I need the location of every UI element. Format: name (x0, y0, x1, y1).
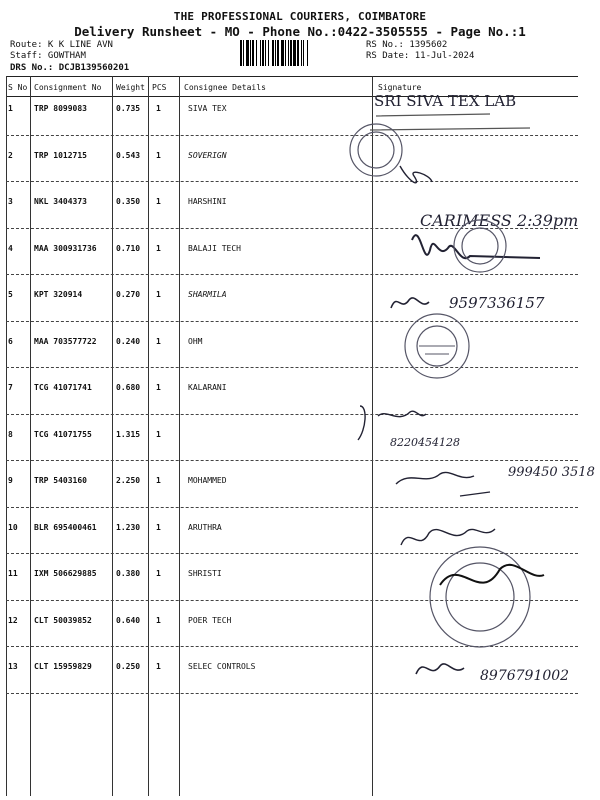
row-separator (6, 460, 578, 461)
rs-date: RS Date: 11-Jul-2024 (366, 51, 475, 61)
row-sno: 9 (8, 476, 13, 485)
row-pcs: 1 (156, 522, 161, 532)
col-divider (179, 76, 180, 796)
row-consignee: SIVA TEX (188, 104, 227, 113)
row-pcs: 1 (156, 336, 161, 346)
row-separator (6, 367, 578, 368)
barcode (240, 40, 360, 66)
row-weight: 0.240 (116, 336, 141, 346)
svg-text:999450 3518: 999450 3518 (508, 465, 595, 480)
col-header-consignee: Consignee Details (184, 83, 266, 92)
rs-number: RS No.: 1395602 (366, 40, 448, 50)
row-consignee: ARUTHRA (188, 522, 222, 532)
row-consignment-no: CLT 50039852 (34, 615, 92, 625)
row-consignment-no: MAA 703577722 (34, 336, 97, 346)
row-sno: 5 (8, 290, 13, 299)
svg-text:8220454128: 8220454128 (390, 436, 460, 449)
stamp-row-6 (395, 310, 485, 380)
signature-row-13 (410, 650, 590, 690)
row-sno: 3 (8, 197, 13, 206)
svg-text:CARIMESS 2:39pm: CARIMESS 2:39pm (420, 211, 579, 230)
drs-number: DRS No.: DCJB139560201 (10, 63, 130, 73)
row-consignment-no: BLR 695400461 (34, 522, 97, 532)
col-divider (30, 76, 31, 796)
row-sno: 8 (8, 429, 13, 439)
row-weight: 0.710 (116, 243, 141, 253)
row-sno: 13 (8, 662, 18, 671)
row-weight: 2.250 (116, 476, 141, 485)
row-pcs: 1 (156, 197, 161, 206)
col-header-consignment: Consignment No (34, 83, 102, 92)
col-divider (112, 76, 113, 796)
row-consignment-no: MAA 300931736 (34, 243, 97, 253)
row-weight: 0.250 (116, 662, 141, 671)
signature-stamp-row-1 (340, 88, 580, 198)
svg-text:9597336157: 9597336157 (449, 294, 545, 312)
row-separator (6, 693, 578, 694)
signature-row-8 (350, 400, 510, 460)
runsheet-subtitle: Delivery Runsheet - MO - Phone No.:0422-3505555 - Page No.:1 (74, 24, 526, 39)
row-pcs: 1 (156, 615, 161, 625)
row-pcs: 1 (156, 569, 161, 578)
row-consignment-no: KPT 320914 (34, 290, 83, 299)
row-sno: 10 (8, 522, 18, 532)
row-consignee: SHRISTI (188, 569, 222, 578)
table-top-border (6, 76, 578, 77)
row-sno: 7 (8, 383, 13, 392)
row-consignee: SELEC CONTROLS (188, 662, 256, 671)
row-weight: 0.543 (116, 150, 141, 160)
route-label: Route: K K LINE AVN (10, 40, 113, 50)
row-consignment-no: TRP 8099083 (34, 104, 87, 113)
signature-row-9 (390, 462, 595, 507)
row-weight: 1.315 (116, 429, 141, 439)
col-header-sno: S No (8, 83, 28, 92)
row-pcs: 1 (156, 662, 161, 671)
row-consignment-no: TRP 5403160 (34, 476, 87, 485)
col-header-pcs: PCS (152, 83, 167, 92)
row-consignee: MOHAMMED (188, 476, 227, 485)
row-sno: 1 (8, 104, 13, 113)
row-weight: 0.270 (116, 290, 141, 299)
row-consignment-no: TCG 41071741 (34, 383, 92, 392)
row-weight: 0.380 (116, 569, 141, 578)
row-pcs: 1 (156, 104, 161, 113)
row-weight: 0.350 (116, 197, 141, 206)
row-pcs: 1 (156, 150, 161, 160)
row-sno: 2 (8, 150, 13, 160)
col-header-signature: Signature (378, 83, 422, 92)
row-pcs: 1 (156, 476, 161, 485)
row-consignment-no: TCG 41071755 (34, 429, 92, 439)
row-consignee: SOVERIGN (188, 150, 227, 160)
row-consignment-no: TRP 1012715 (34, 150, 87, 160)
table-left-border (6, 76, 7, 796)
staff-label: Staff: GOWTHAM (10, 51, 86, 61)
col-header-weight: Weight (116, 83, 145, 92)
row-consignment-no: IXM 506629885 (34, 569, 97, 578)
row-consignee: POER TECH (188, 615, 232, 625)
row-consignment-no: CLT 15959829 (34, 662, 92, 671)
row-weight: 0.640 (116, 615, 141, 625)
row-consignee: BALAJI TECH (188, 243, 241, 253)
row-pcs: 1 (156, 383, 161, 392)
row-sno: 12 (8, 615, 18, 625)
row-consignee: KALARANI (188, 383, 227, 392)
row-weight: 1.230 (116, 522, 141, 532)
col-divider (148, 76, 149, 796)
stamp-text: SRI SIVA TEX LAB (374, 92, 517, 110)
signature-row-4 (390, 200, 590, 275)
company-title: THE PROFESSIONAL COURIERS, COIMBATORE (173, 10, 427, 23)
svg-text:8976791002: 8976791002 (480, 668, 570, 684)
row-separator (6, 321, 578, 322)
row-consignee: SHARMILA (188, 290, 227, 299)
row-sno: 11 (8, 569, 18, 578)
row-sno: 6 (8, 336, 13, 346)
row-pcs: 1 (156, 243, 161, 253)
row-weight: 0.735 (116, 104, 141, 113)
row-consignee: OHM (188, 336, 203, 346)
stamp-row-11-12 (410, 535, 560, 665)
row-pcs: 1 (156, 429, 161, 439)
row-consignee: HARSHINI (188, 197, 227, 206)
row-consignment-no: NKL 3404373 (34, 197, 87, 206)
row-weight: 0.680 (116, 383, 141, 392)
row-sno: 4 (8, 243, 13, 253)
row-pcs: 1 (156, 290, 161, 299)
